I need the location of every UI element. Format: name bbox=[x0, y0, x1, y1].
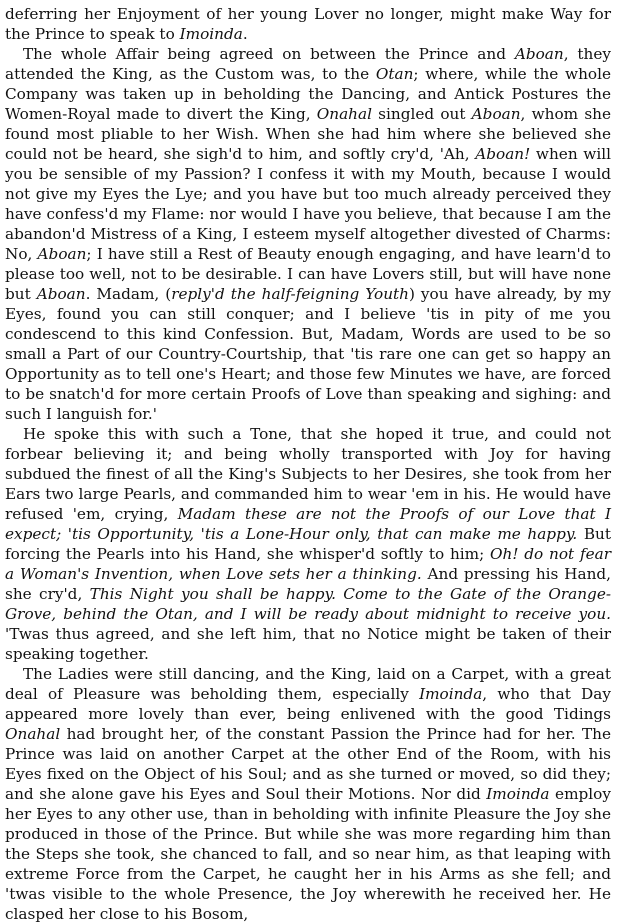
paragraph: He spoke this with such a Tone, that she hoped it true, and could not forbear believing it; and being wholly transported with Joy for having subdued the finest of all the King's Subjects to her Desires, she took from her Ears two large Pearls, and commanded him to wear 'em in his. He would have refused 'em, crying, Madam these are not the Proofs of our Love that I expect; 'tis Opportunity, 'tis a Lone-Hour only, that can make me happy. But forcing the Pearls into his Hand, she whisper'd softly to him; Oh! do not fear a Woman's Invention, when Love sets her a thinking. And pressing his Hand, she cry'd, This Night you shall be happy. Come to the Gate of the Orange-Grove, behind the Otan, and I will be ready about midnight to receive you. 'Twas thus agreed, and she left him, that no Notice might be taken of their speaking together. bbox=[5, 425, 611, 663]
paragraph: The whole Affair being agreed on between the Prince and Aboan, they attended the King, as the Custom was, to the Otan; where, while the whole Company was taken up in beholding the Dancing, and Antick Postures the Women-Royal made to divert the King, Onahal singled out Aboan, whom she found most pliable to her Wish. When she had him where she believed she could not be heard, she sigh'd to him, and softly cry'd, 'Ah, Aboan! when will you be sensible of my Passion? I confess it with my Mouth, because I would not give my Eyes the Lye; and you have but too much already perceived they have confess'd my Flame: nor would I have you believe, that because I am the abandon'd Mistress of a King, I esteem myself altogether divested of Charms: No, Aboan; I have still a Rest of Beauty enough engaging, and have learn'd to please too well, not to be desirable. I can have Lovers still, but will have none but Aboan. Madam, (reply'd the half-feigning Youth) you have already, by my Eyes, found you can still conquer; and I believe 'tis in pity of me you condescend to this kind Confession. But, Madam, Words are used to be so small a Part of our Country-Courtship, that 'tis rare one can get so happy an Opportunity as to tell one's Heart; and those few Minutes we have, are forced to be snatch'd for more certain Proofs of Love than speaking and sighing: and such I languish for.' bbox=[5, 45, 612, 423]
paragraph: deferring her Enjoyment of her young Lover no longer, might make Way for the Prince to speak to Imoinda. bbox=[5, 5, 611, 43]
paragraph: The Ladies were still dancing, and the King, laid on a Carpet, with a great deal of Pleasure was beholding them, especially Imoinda, who that Day appeared more lovely than ever, being enlivened with the good Tidings Onahal had brought her, of the constant Passion the Prince had for her. The Prince was laid on another Carpet at the other End of the Room, with his Eyes fixed on the Object of his Soul; and as she turned or moved, so did they; and she alone gave his Eyes and Soul their Motions. Nor did Imoinda employ her Eyes to any other use, than in beholding with infinite Pleasure the Joy she produced in those of the Prince. But while she was more regarding him than the Steps she took, she chanced to fall, and so near him, as that leaping with extreme Force from the Carpet, he caught her in his Arms as she fell; and 'twas visible to the whole Presence, the Joy wherewith he received her. He clasped her close to his Bosom, bbox=[5, 665, 611, 923]
page-text bbox=[5, 4, 611, 924]
